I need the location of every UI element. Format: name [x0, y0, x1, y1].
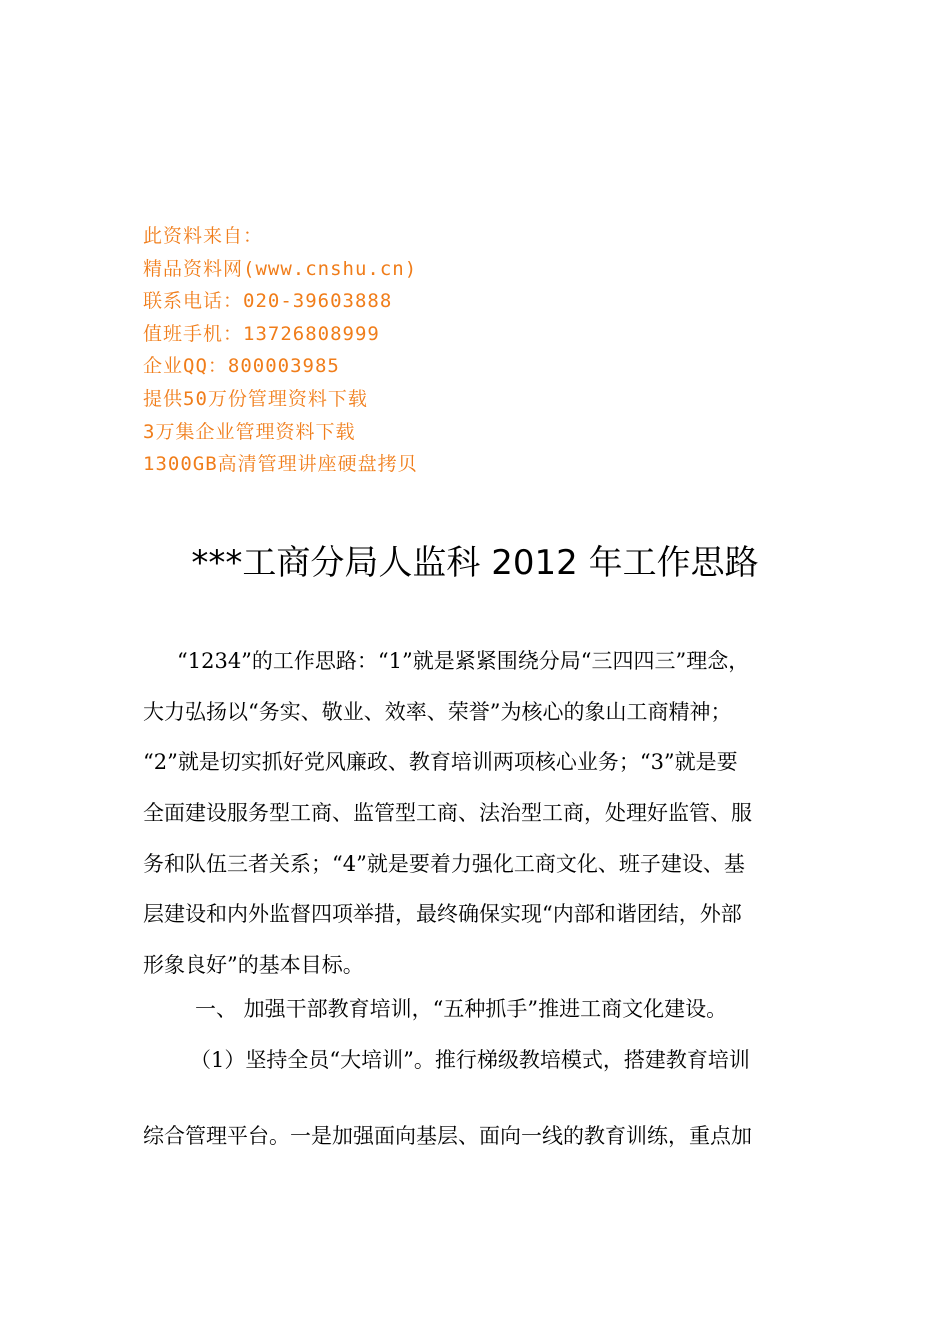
paragraph-line: （1）坚持全员“大培训”。推行梯级教培模式，搭建教育培训	[190, 1048, 750, 1072]
source-line: 联系电话：020-39603888	[143, 290, 393, 313]
paragraph-line: “2”就是切实抓好党风廉政、教育培训两项核心业务；“3”就是要	[143, 750, 738, 775]
document-title: ***工商分局人监科 2012 年工作思路	[191, 543, 759, 583]
source-line: 精品资料网(www.cnshu.cn)	[143, 257, 418, 280]
section-heading	[195, 984, 875, 1035]
paragraph-line: 全面建设服务型工商、监管型工商、法治型工商，处理好监管、服	[143, 801, 752, 826]
paragraph-line: 综合管理平台。一是加强面向基层、面向一线的教育训练，重点加	[143, 1124, 752, 1148]
source-line: 3万集企业管理资料下载	[143, 420, 356, 443]
intro-paragraph	[143, 636, 823, 991]
paragraph-line: 大力弘扬以“务实、敬业、效率、荣誉”为核心的象山工商精神；	[143, 699, 732, 724]
paragraph-line: 形象良好”的基本目标。	[143, 953, 364, 978]
source-line: 1300GB高清管理讲座硬盘拷贝	[143, 453, 418, 476]
paragraph-line: 层建设和内外监督四项举措，最终确保实现“内部和谐团结，外部	[143, 902, 742, 927]
item-paragraph	[190, 1035, 870, 1086]
paragraph-line: “1234”的工作思路：“1”就是紧紧围绕分局“三四四三”理念，	[177, 649, 750, 673]
source-line: 提供50万份管理资料下载	[143, 387, 368, 410]
item-paragraph-continued	[143, 1111, 823, 1162]
section-heading-text: 一、 加强干部教育培训，“五种抓手”推进工商文化建设。	[195, 997, 728, 1021]
source-line: 值班手机：13726808999	[143, 322, 380, 345]
source-line: 此资料来自：	[143, 225, 264, 247]
source-line: 企业QQ：800003985	[143, 355, 340, 378]
source-info-block	[143, 220, 743, 481]
paragraph-line: 务和队伍三者关系；“4”就是要着力强化工商文化、班子建设、基	[143, 851, 745, 876]
